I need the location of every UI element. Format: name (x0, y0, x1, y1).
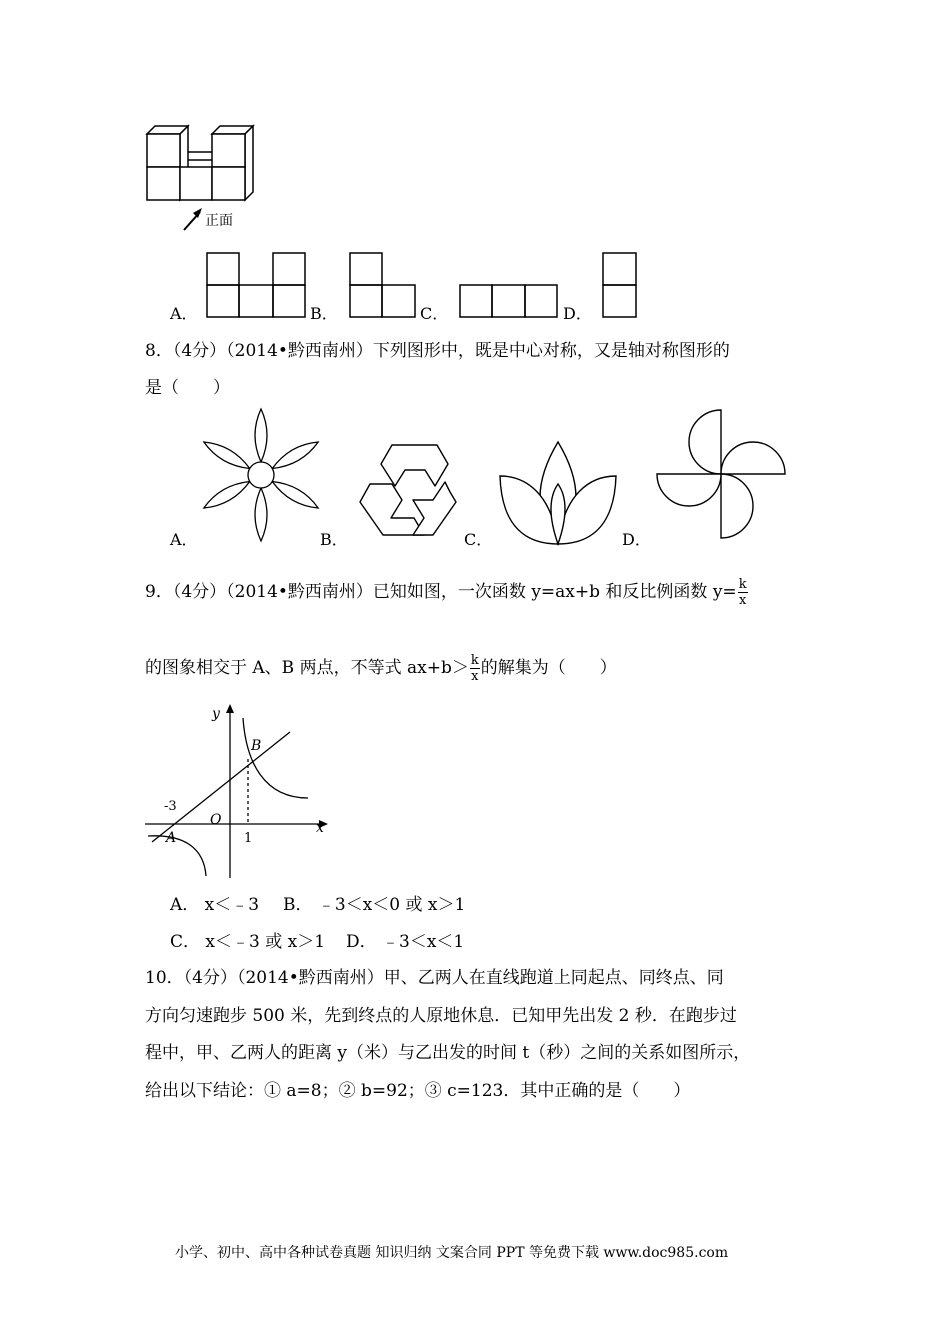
q7-option-d-figure (602, 252, 638, 318)
q9-fraction-k-over-x (738, 578, 748, 607)
q8-option-d-pinwheel (655, 408, 787, 540)
q10-stem-line3: 程中，甲、乙两人的距离 y（米）与乙出发的时间 t（秒）之间的关系如图所示， (145, 1043, 751, 1063)
q8-stem-line2: 是（ ） (145, 378, 230, 398)
q9-fraction-k-over-x-inequality (470, 654, 480, 683)
q9-function-graph (140, 700, 340, 880)
q9-option-a: A． x＜﹣3 (170, 895, 260, 915)
q7-option-c-label: C． (420, 304, 449, 323)
page-footer: 小学、初中、高中各种试卷真题 知识归纳 文案合同 PPT 等免费下载 www.doc985.com (175, 1245, 729, 1261)
q9-stem-line1 (145, 578, 749, 607)
origin-label: O (210, 812, 222, 828)
q9-stem-line1-text: 9．（4分）（2014•黔西南州）已知如图，一次函数 y=ax+b 和反比例函数 y= (145, 582, 737, 602)
fraction-numerator: k (738, 577, 747, 592)
q8-option-b-recycle (355, 440, 461, 540)
y-axis-arrow (226, 704, 234, 713)
q8-option-a-flower (200, 405, 322, 545)
q8-option-c-lotus (498, 440, 618, 548)
q10-stem-line1: 10．（4分）（2014•黔西南州）甲、乙两人在直线跑道上同起点、同终点、同 (145, 968, 724, 988)
front-label: 正面 (205, 213, 233, 229)
q8-stem-line1: 8．（4分）（2014•黔西南州）下列图形中，既是中心对称，又是轴对称图形的 (145, 341, 730, 361)
q7-option-c-figure (459, 284, 559, 318)
point-b-label: B (251, 738, 262, 754)
tick-label-neg3: -3 (164, 799, 177, 814)
q9-option-c: C． x＜﹣3 或 x＞1 (170, 932, 326, 952)
q8-option-c-label: C． (464, 530, 493, 549)
fraction-numerator: k (470, 653, 479, 668)
q7-option-b-label: B． (310, 304, 338, 323)
q9-stem-line2-tail: 的解集为（ ） (480, 658, 617, 678)
fraction-denominator: x (738, 593, 747, 608)
q8-option-d-label: D． (622, 530, 651, 549)
q9-stem-line2 (145, 654, 617, 683)
q7-option-d-label: D． (563, 304, 592, 323)
q9-option-d: D． ﹣3＜x＜1 (346, 932, 465, 952)
q7-option-a-figure (206, 252, 306, 318)
q8-option-b-label: B． (320, 530, 348, 549)
q8-option-a-label: A． (170, 530, 198, 549)
x-axis-label: x (316, 820, 324, 836)
y-axis-label: y (212, 706, 220, 722)
point-a-label: A (166, 830, 177, 846)
q10-stem-line2: 方向匀速跑步 500 米，先到终点的人原地休息．已知甲先出发 2 秒．在跑步过 (145, 1006, 737, 1026)
hyperbola-branch-negative (148, 836, 206, 876)
q7-option-a-label: A． (170, 304, 198, 323)
q9-stem-line2-text: 的图象相交于 A、B 两点，不等式 ax+b＞ (145, 658, 469, 678)
q10-stem-line4: 给出以下结论：① a=8；② b=92；③ c=123．其中正确的是（ ） (145, 1081, 691, 1101)
fraction-denominator: x (471, 669, 479, 684)
hyperbola-branch-positive (243, 718, 308, 798)
q9-option-b: B． ﹣3＜x＜0 或 x＞1 (283, 895, 466, 915)
q7-option-b-figure (349, 252, 417, 318)
tick-label-1: 1 (244, 831, 253, 846)
